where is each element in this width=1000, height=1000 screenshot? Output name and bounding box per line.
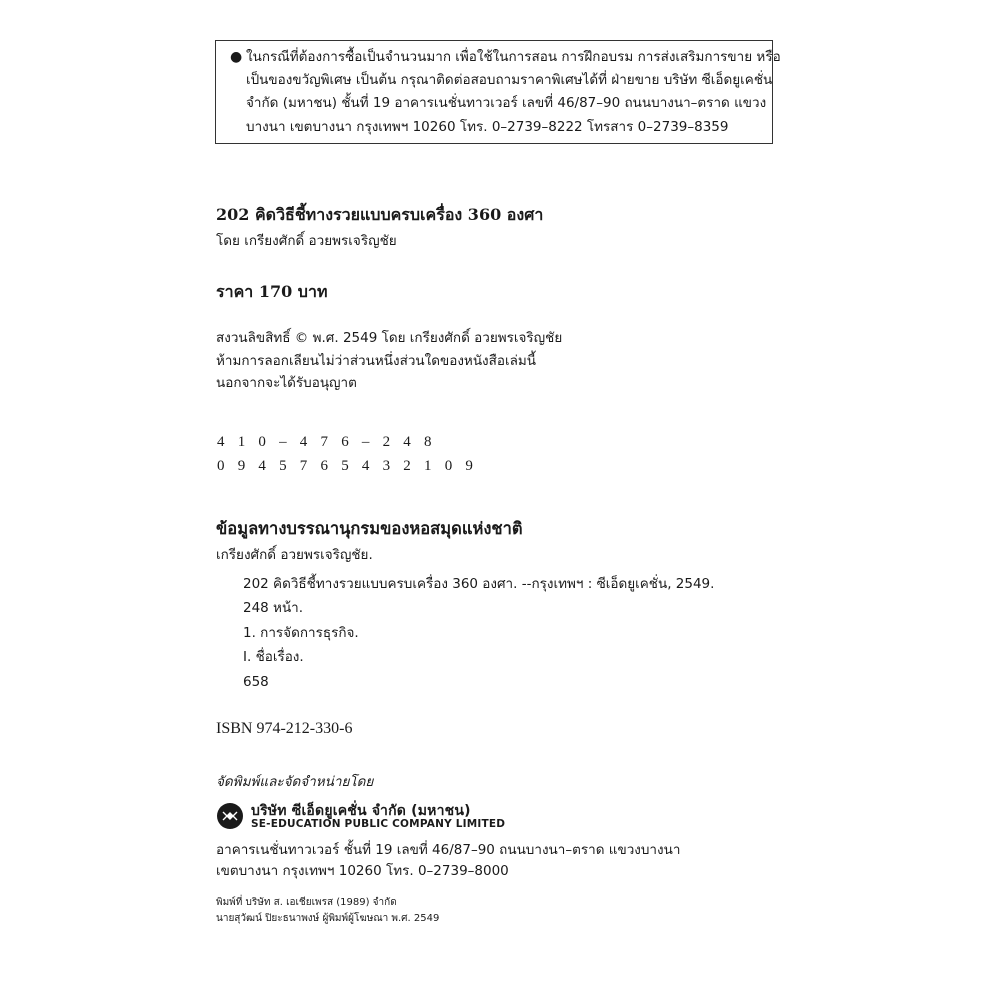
sales-notice-box — [215, 40, 781, 144]
book-author: โดย เกรียงศักดิ์ อวยพรเจริญชัย — [216, 233, 397, 249]
print-code-1: 410–476–248 — [217, 434, 445, 450]
notice-line-1: ในกรณีที่ต้องการซื้อเป็นจำนวนมาก เพื่อใช้ในการสอน การฝึกอบรม การส่งเสริมการขาย หรือ — [246, 49, 781, 65]
cip-heading: ข้อมูลทางบรรณานุกรมของหอสมุดแห่งชาติ — [216, 519, 523, 538]
publisher-address-1: อาคารเนชั่นทาวเวอร์ ชั้นที่ 19 เลขที่ 46/87–90 ถนนบางนา–ตราด แขวงบางนา — [216, 842, 681, 858]
publisher-name-th: บริษัท ซีเอ็ดยูเคชั่น จำกัด (มหาชน) — [251, 803, 471, 819]
isbn: ISBN 974-212-330-6 — [216, 720, 353, 737]
cip-entry-classification: 658 — [243, 674, 269, 690]
cip-entry-pages: 248 หน้า. — [243, 600, 304, 616]
print-code-2: 0945765432109 — [217, 458, 487, 474]
book-title: 202 คิดวิธีชี้ทางรวยแบบครบเครื่อง 360 องศา — [216, 205, 544, 224]
notice-line-3: จำกัด (มหาชน) ชั้นที่ 19 อาคารเนชั่นทาวเวอร์ เลขที่ 46/87–90 ถนนบางนา–ตราด แขวง — [246, 95, 767, 111]
publisher-name-en: SE-EDUCATION PUBLIC COMPANY LIMITED — [251, 818, 506, 830]
publisher-logo-icon — [217, 803, 243, 829]
cip-author: เกรียงศักดิ์ อวยพรเจริญชัย. — [216, 547, 373, 563]
copyright-line-3: นอกจากจะได้รับอนุญาต — [216, 375, 357, 391]
notice-line-2: เป็นของขวัญพิเศษ เป็นต้น กรุณาติดต่อสอบถามราคาพิเศษได้ที่ ฝ่ายขาย บริษัท ซีเอ็ดยูเคชั่น — [246, 72, 773, 88]
printer-line-2: นายสุวัฒน์ ปิยะธนาพงษ์ ผู้พิมพ์ผู้โฆษณา พ.ศ. 2549 — [216, 913, 440, 924]
book-price: ราคา 170 บาท — [216, 282, 328, 301]
copyright-line-2: ห้ามการลอกเลียนไม่ว่าส่วนหนึ่งส่วนใดของหนังสือเล่มนี้ — [216, 353, 536, 369]
bullet-icon: ● — [230, 49, 243, 65]
publisher-address-2: เขตบางนา กรุงเทพฯ 10260 โทร. 0–2739–8000 — [216, 863, 509, 879]
publisher-logo-mark-icon — [217, 803, 243, 829]
cip-entry-title: 202 คิดวิธีชี้ทางรวยแบบครบเครื่อง 360 องศา. --กรุงเทพฯ : ซีเอ็ดยูเคชั่น, 2549. — [243, 576, 715, 592]
cip-entry-subject: 1. การจัดการธุรกิจ. — [243, 625, 359, 641]
notice-line-4: บางนา เขตบางนา กรุงเทพฯ 10260 โทร. 0–2739–8222 โทรสาร 0–2739–8359 — [246, 119, 729, 135]
publisher-label: จัดพิมพ์และจัดจำหน่ายโดย — [216, 774, 374, 790]
copyright-line-1: สงวนลิขสิทธิ์ © พ.ศ. 2549 โดย เกรียงศักดิ์ อวยพรเจริญชัย — [216, 330, 563, 346]
cip-entry-title-index: I. ชื่อเรื่อง. — [243, 649, 304, 665]
printer-line-1: พิมพ์ที่ บริษัท ส. เอเชียเพรส (1989) จำกัด — [216, 897, 397, 908]
